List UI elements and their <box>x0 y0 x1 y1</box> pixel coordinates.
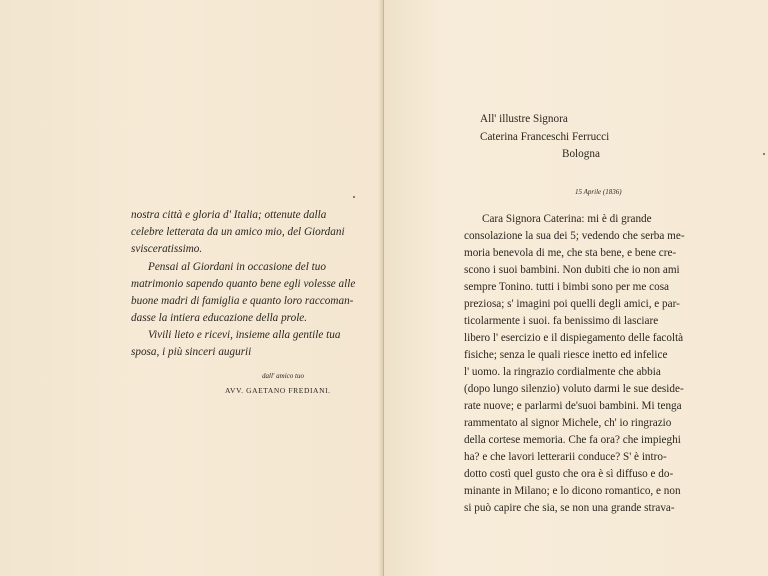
body-line-18: si può capire che sia, se non una grande strava- <box>464 502 675 514</box>
body-line-8: libero l' esercizio e il dispiegamento delle facoltà <box>464 332 684 344</box>
body-line-3: moria benevola di me, che sta bene, e bene cre- <box>464 247 677 259</box>
left-line-2: celebre letterata da un amico mio, del Giordani <box>131 226 345 238</box>
body-line-2: consolazione la sua dei 5; vedendo che serba me- <box>464 230 685 242</box>
body-line-11: (dopo lungo silenzio) voluto darmi le sue deside- <box>464 383 684 395</box>
left-line-1: nostra città e gloria d' Italia; ottenute dalla <box>131 209 327 221</box>
page-mark <box>353 196 355 198</box>
body-line-1: Cara Signora Caterina: mi è di grande <box>482 213 652 225</box>
letter-date: 15 Aprile (1836) <box>575 188 622 196</box>
body-line-7: ticolarmente i suoi. fa benissimo di lasciare <box>464 315 659 327</box>
page-mark <box>763 153 765 155</box>
left-line-3: svisceratissimo. <box>131 243 203 255</box>
body-line-13: rammentato al signor Michele, ch' io ringrazio <box>464 417 672 429</box>
body-line-5: sempre Tonino. tutti i bimbi sono per me cosa <box>464 281 670 293</box>
body-line-16: dotto costì quel gusto che ora è sì diffuso e do- <box>464 468 674 480</box>
body-line-10: l' uomo. la ringrazio cordialmente che abbia <box>464 366 661 378</box>
body-line-15: ha? e che lavori letterarii conduce? S' è intro- <box>464 451 667 463</box>
closing-text: dall' amico tuo <box>262 372 304 380</box>
address-line-1: All' illustre Signora <box>480 113 568 125</box>
left-line-8: Vivili lieto e ricevi, insieme alla gentile tua <box>148 329 341 341</box>
left-line-9: sposa, i più sinceri augurii <box>131 346 252 358</box>
signature: AVV. GAETANO FREDIANI. <box>225 386 331 395</box>
left-line-6: buone madri di famiglia e quanto loro raccoman- <box>131 295 354 307</box>
body-line-14: della cortese memoria. Che fa ora? che impieghi <box>464 434 681 446</box>
body-line-4: scono i suoi bambini. Non dubiti che io non ami <box>464 264 680 276</box>
body-line-17: minante in Milano; e lo dicono romantico, e non <box>464 485 681 497</box>
body-line-6: preziosa; s' imagini poi quelli degli amici, e par- <box>464 298 680 310</box>
right-page <box>384 0 768 576</box>
address-line-2: Caterina Franceschi Ferrucci <box>480 131 610 143</box>
left-line-7: dasse la intiera educazione della prole. <box>131 312 308 324</box>
address-line-3: Bologna <box>562 148 600 160</box>
left-line-5: matrimonio sapendo quanto bene egli volesse alle <box>131 278 356 290</box>
left-line-4: Pensai al Giordani in occasione del tuo <box>148 261 326 273</box>
body-line-12: rate nuove; e parlarmi de'suoi bambini. Mi tenga <box>464 400 682 412</box>
body-line-9: fisiche; senza le quali riesce inetto ed infelice <box>464 349 668 361</box>
